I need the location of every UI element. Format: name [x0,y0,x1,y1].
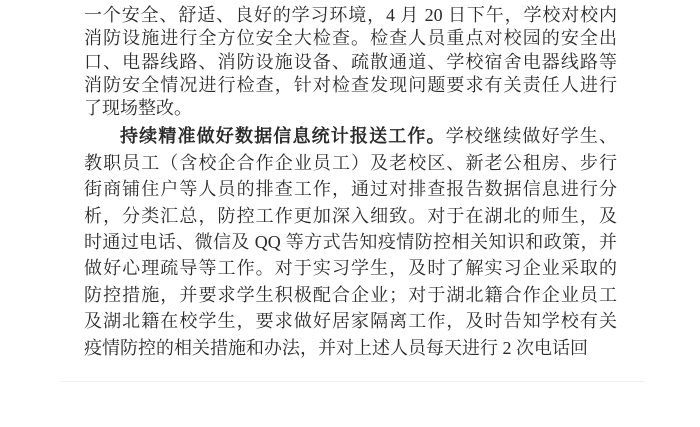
text-line: 防控措施，并要求学生积极配合企业；对于湖北籍合作企业员工 [84,284,617,305]
text-line: 一个安全、舒适、良好的学习环境，4 月 20 日下午，学校对校内 [84,5,617,25]
text-line: 教职员工（含校企合作企业员工）及老校区、新老公租房、步行 [84,152,617,173]
text-line: 口、电器线路、消防设施设备、疏散通道、学校宿舍电器线路等 [84,51,617,72]
lead-rest-run: 学校继续做好学生、 [445,126,617,147]
text-line: 及湖北籍在校学生，要求做好居家隔离工作，及时告知学校有关 [84,311,617,332]
text-line: 做好心理疏导等工作。对于实习学生，及时了解实习企业采取的 [84,258,617,279]
text-line: 时通过电话、微信及 QQ 等方式告知疫情防控相关知识和政策，并 [84,232,617,253]
text-line: 析，分类汇总，防控工作更加深入细致。对于在湖北的师生，及 [84,205,617,226]
paragraph-fire-safety [84,4,617,120]
scan-artifact-line [60,381,645,382]
paragraph-data-reporting [84,123,617,361]
text-line: 消防设施进行全方位安全大检查。检查人员重点对校园的安全出 [84,28,617,49]
bold-heading-run: 持续精准做好数据信息统计报送工作。 [120,126,446,147]
text-line: 街商铺住户等人员的排查工作，通过对排查报告数据信息进行分 [84,179,617,200]
text-line: 疫情防控的相关措施和办法，并对上述人员每天进行 2 次电话回 [84,337,588,358]
text-line-lead [84,123,617,149]
document-text-block [84,4,617,361]
text-line: 了现场整改。 [84,98,192,119]
text-line: 消防安全情况进行检查，针对检查发现问题要求有关责任人进行 [84,74,617,95]
